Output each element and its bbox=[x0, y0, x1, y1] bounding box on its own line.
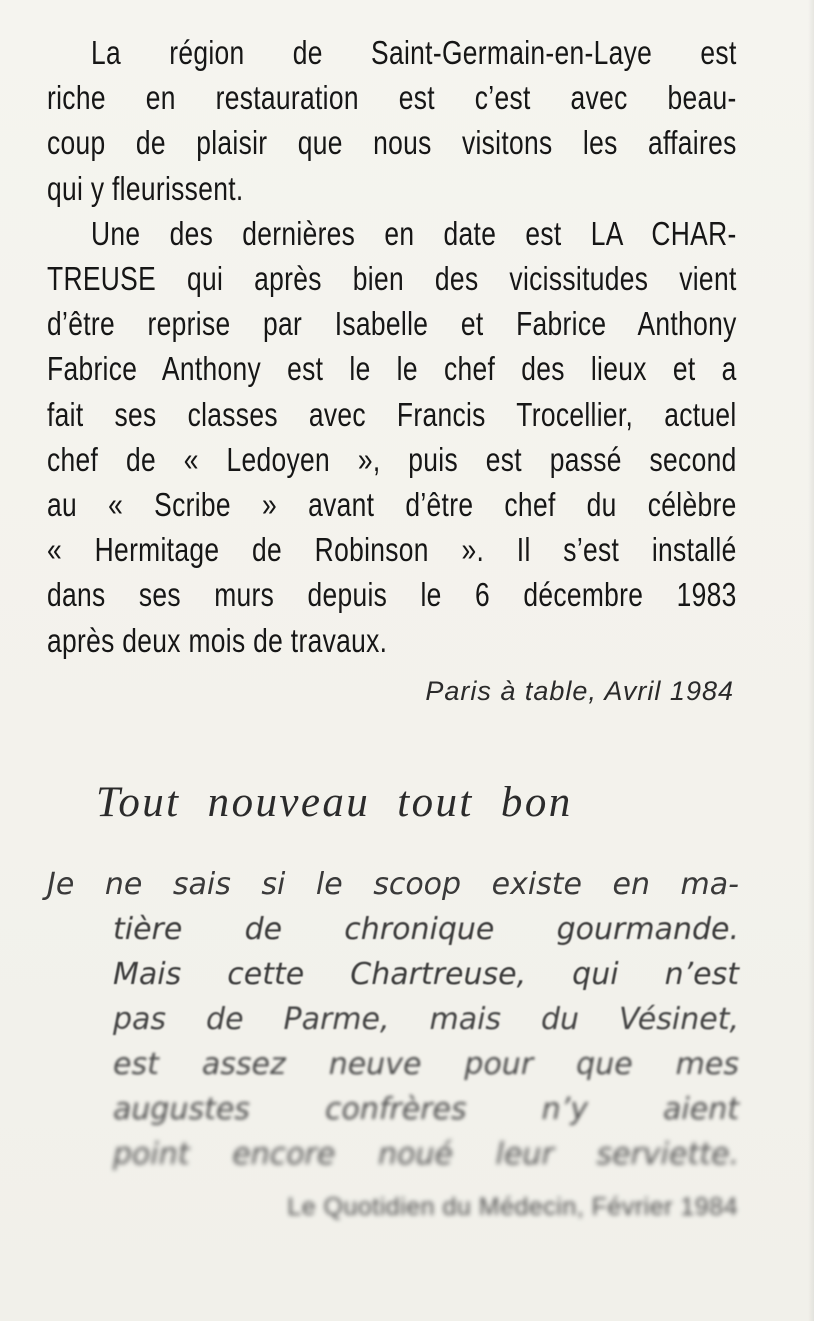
text-line: pas de Parme, mais du Vésinet, bbox=[113, 1002, 739, 1037]
text-line: au « Scribe » avant d’être chef du célèbre bbox=[47, 486, 737, 524]
text-line: coup de plaisir que nous visitons les affaires bbox=[47, 124, 737, 162]
text-line: qui y fleurissent. bbox=[47, 169, 244, 207]
text-line: chef de « Ledoyen », puis est passé second bbox=[47, 440, 737, 478]
text-line: après deux mois de travaux. bbox=[47, 621, 388, 659]
text-line: Fabrice Anthony est le le chef des lieux et a bbox=[47, 350, 737, 388]
article-1-paragraph-1 bbox=[47, 30, 737, 211]
text-line: Mais cette Chartreuse, qui n’est bbox=[113, 957, 739, 992]
article-2-source-citation: Le Quotidien du Médecin, Février 1984 bbox=[287, 1193, 738, 1221]
text-line: riche en restauration est c’est avec beau- bbox=[47, 79, 737, 117]
text-line: Une des dernières en date est LA CHAR- bbox=[91, 214, 737, 252]
text-line: point encore noué leur serviette. bbox=[113, 1137, 739, 1172]
text-line: Je ne sais si le scoop existe en ma- bbox=[47, 867, 739, 902]
article-1-source-citation: Paris à table, Avril 1984 bbox=[425, 676, 734, 706]
article-2-heading: Tout nouveau tout bon bbox=[96, 779, 573, 826]
text-line: TREUSE qui après bien des vicissitudes vient bbox=[47, 260, 737, 298]
text-line: augustes confrères n’y aient bbox=[113, 1092, 739, 1127]
article-tout-nouveau bbox=[47, 862, 739, 1177]
text-line: d’être reprise par Isabelle et Fabrice Anthony bbox=[47, 305, 737, 343]
text-line: fait ses classes avec Francis Trocellier, actuel bbox=[47, 395, 737, 433]
text-line: dans ses murs depuis le 6 décembre 1983 bbox=[47, 576, 737, 614]
article-saint-germain bbox=[47, 30, 737, 663]
text-line: tière de chronique gourmande. bbox=[113, 912, 739, 947]
article-1-paragraph-2 bbox=[47, 211, 737, 663]
text-line: « Hermitage de Robinson ». Il s’est installé bbox=[47, 531, 737, 569]
page-edge-shadow bbox=[808, 0, 814, 1321]
text-line: La région de Saint-Germain-en-Laye est bbox=[91, 34, 737, 71]
text-line: est assez neuve pour que mes bbox=[113, 1047, 739, 1082]
